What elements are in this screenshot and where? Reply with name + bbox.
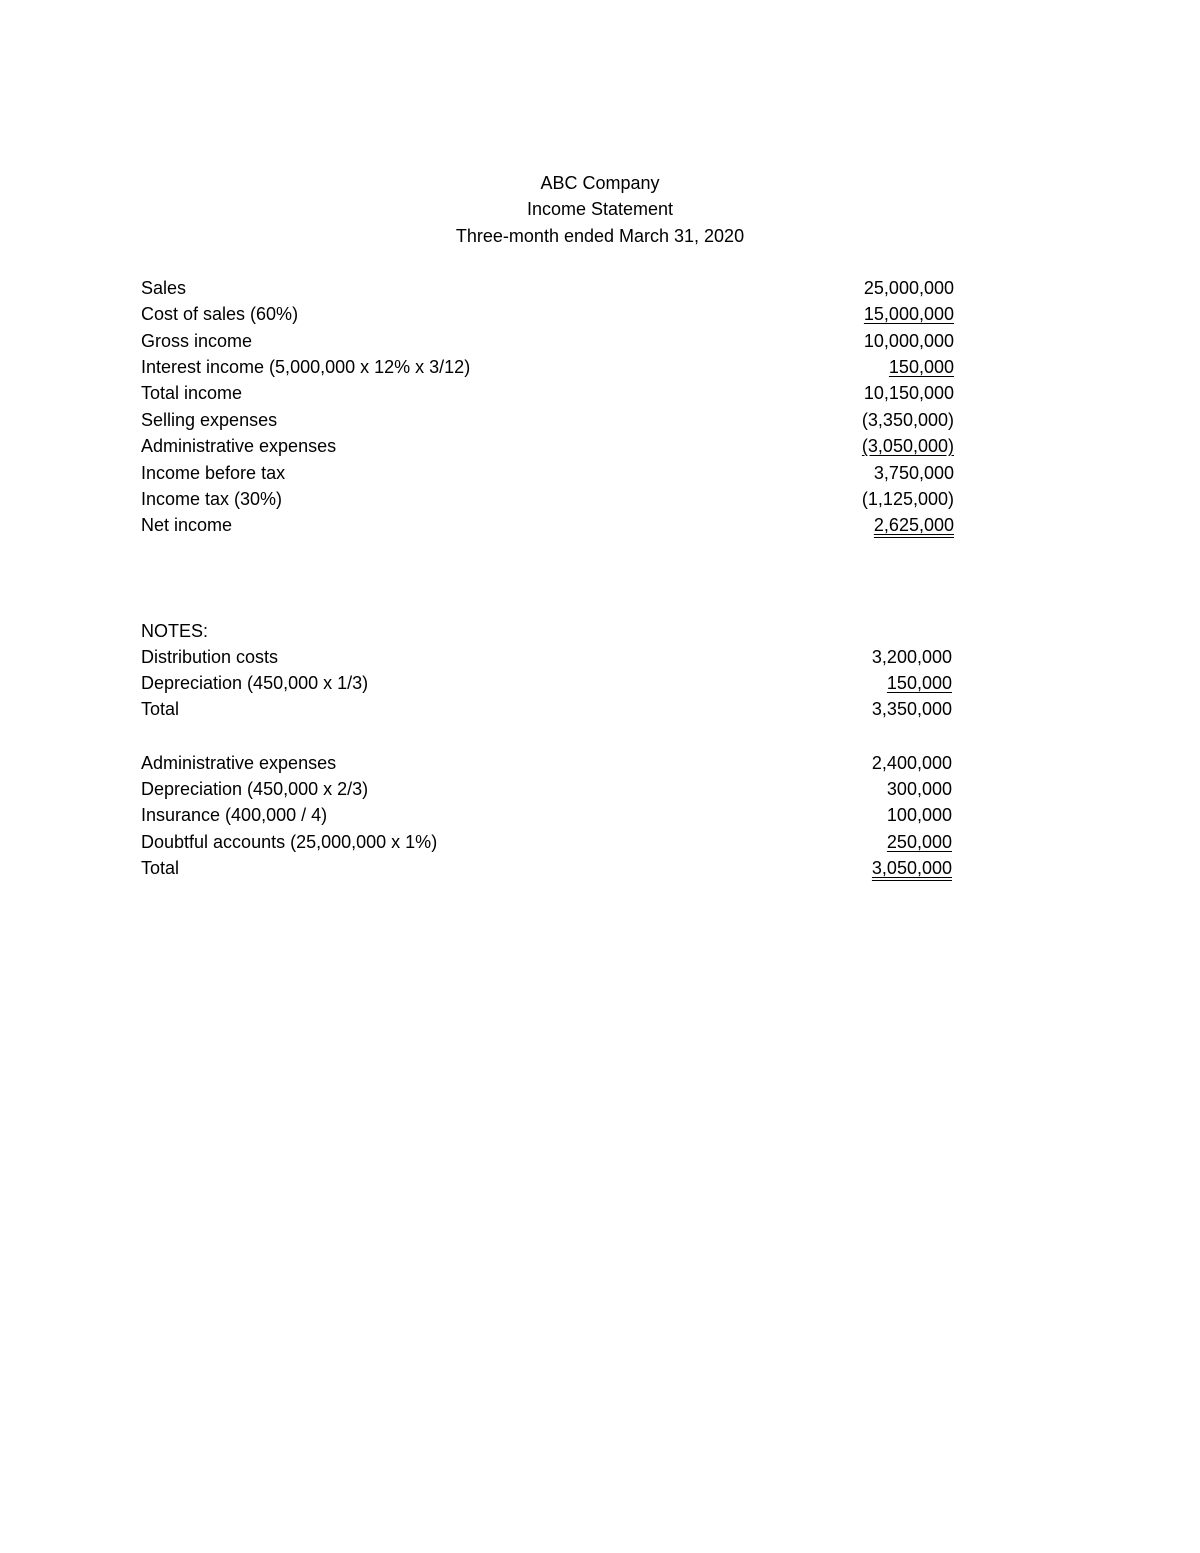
row-label: Insurance (400,000 / 4): [141, 805, 328, 825]
row-amount: (1,125,000): [861, 489, 954, 509]
row-label: Cost of sales (60%): [141, 304, 299, 324]
note-row-admin-total: [141, 859, 952, 881]
row-amount: 15,000,000: [863, 304, 954, 324]
note-row-administrative-expenses: [141, 754, 952, 776]
note-row-depreciation-admin: [141, 780, 952, 802]
row-amount: (3,350,000): [861, 410, 954, 430]
row-amount: 3,750,000: [873, 463, 954, 483]
row-sales: [141, 279, 954, 301]
row-interest-income: [141, 358, 954, 380]
row-label: Administrative expenses: [141, 753, 337, 773]
row-amount: 3,350,000: [871, 699, 952, 719]
statement-title: Income Statement: [526, 199, 674, 219]
row-amount: 10,000,000: [863, 331, 954, 351]
statement-period: Three-month ended March 31, 2020: [455, 226, 745, 246]
note-row-distribution-costs: [141, 648, 952, 670]
row-amount: 3,050,000: [871, 858, 952, 878]
row-label: Interest income (5,000,000 x 12% x 3/12): [141, 357, 471, 377]
row-label: Depreciation (450,000 x 2/3): [141, 779, 369, 799]
row-label: Total: [141, 699, 180, 719]
row-amount: (3,050,000): [861, 436, 954, 456]
row-income-tax: [141, 490, 954, 512]
row-label: Sales: [141, 278, 187, 298]
row-amount: 150,000: [886, 673, 952, 693]
row-net-income: [141, 516, 954, 538]
note-row-selling-total: [141, 700, 952, 722]
row-cost-of-sales: [141, 305, 954, 327]
row-label: Selling expenses: [141, 410, 278, 430]
row-label: Income tax (30%): [141, 489, 283, 509]
row-total-income: [141, 384, 954, 406]
row-amount: 250,000: [886, 832, 952, 852]
row-label: Administrative expenses: [141, 436, 337, 456]
company-name: ABC Company: [540, 173, 660, 193]
row-label: Net income: [141, 515, 233, 535]
note-row-insurance: [141, 806, 952, 828]
notes-title-row: [141, 622, 954, 644]
notes-title: NOTES:: [141, 621, 209, 641]
row-label: Gross income: [141, 331, 253, 351]
row-income-before-tax: [141, 464, 954, 486]
row-label: Income before tax: [141, 463, 286, 483]
row-administrative-expenses: [141, 437, 954, 459]
note-row-depreciation-selling: [141, 674, 952, 696]
row-amount: 2,625,000: [873, 515, 954, 535]
row-amount: 25,000,000: [863, 278, 954, 298]
row-amount: 2,400,000: [871, 753, 952, 773]
row-amount: 3,200,000: [871, 647, 952, 667]
row-label: Depreciation (450,000 x 1/3): [141, 673, 369, 693]
row-selling-expenses: [141, 411, 954, 433]
row-label: Distribution costs: [141, 647, 279, 667]
row-amount: 150,000: [888, 357, 954, 377]
row-label: Doubtful accounts (25,000,000 x 1%): [141, 832, 438, 852]
row-label: Total income: [141, 383, 243, 403]
note-row-doubtful-accounts: [141, 833, 952, 855]
row-gross-income: [141, 332, 954, 354]
row-amount: 10,150,000: [863, 383, 954, 403]
row-amount: 300,000: [886, 779, 952, 799]
row-amount: 100,000: [886, 805, 952, 825]
row-label: Total: [141, 858, 180, 878]
